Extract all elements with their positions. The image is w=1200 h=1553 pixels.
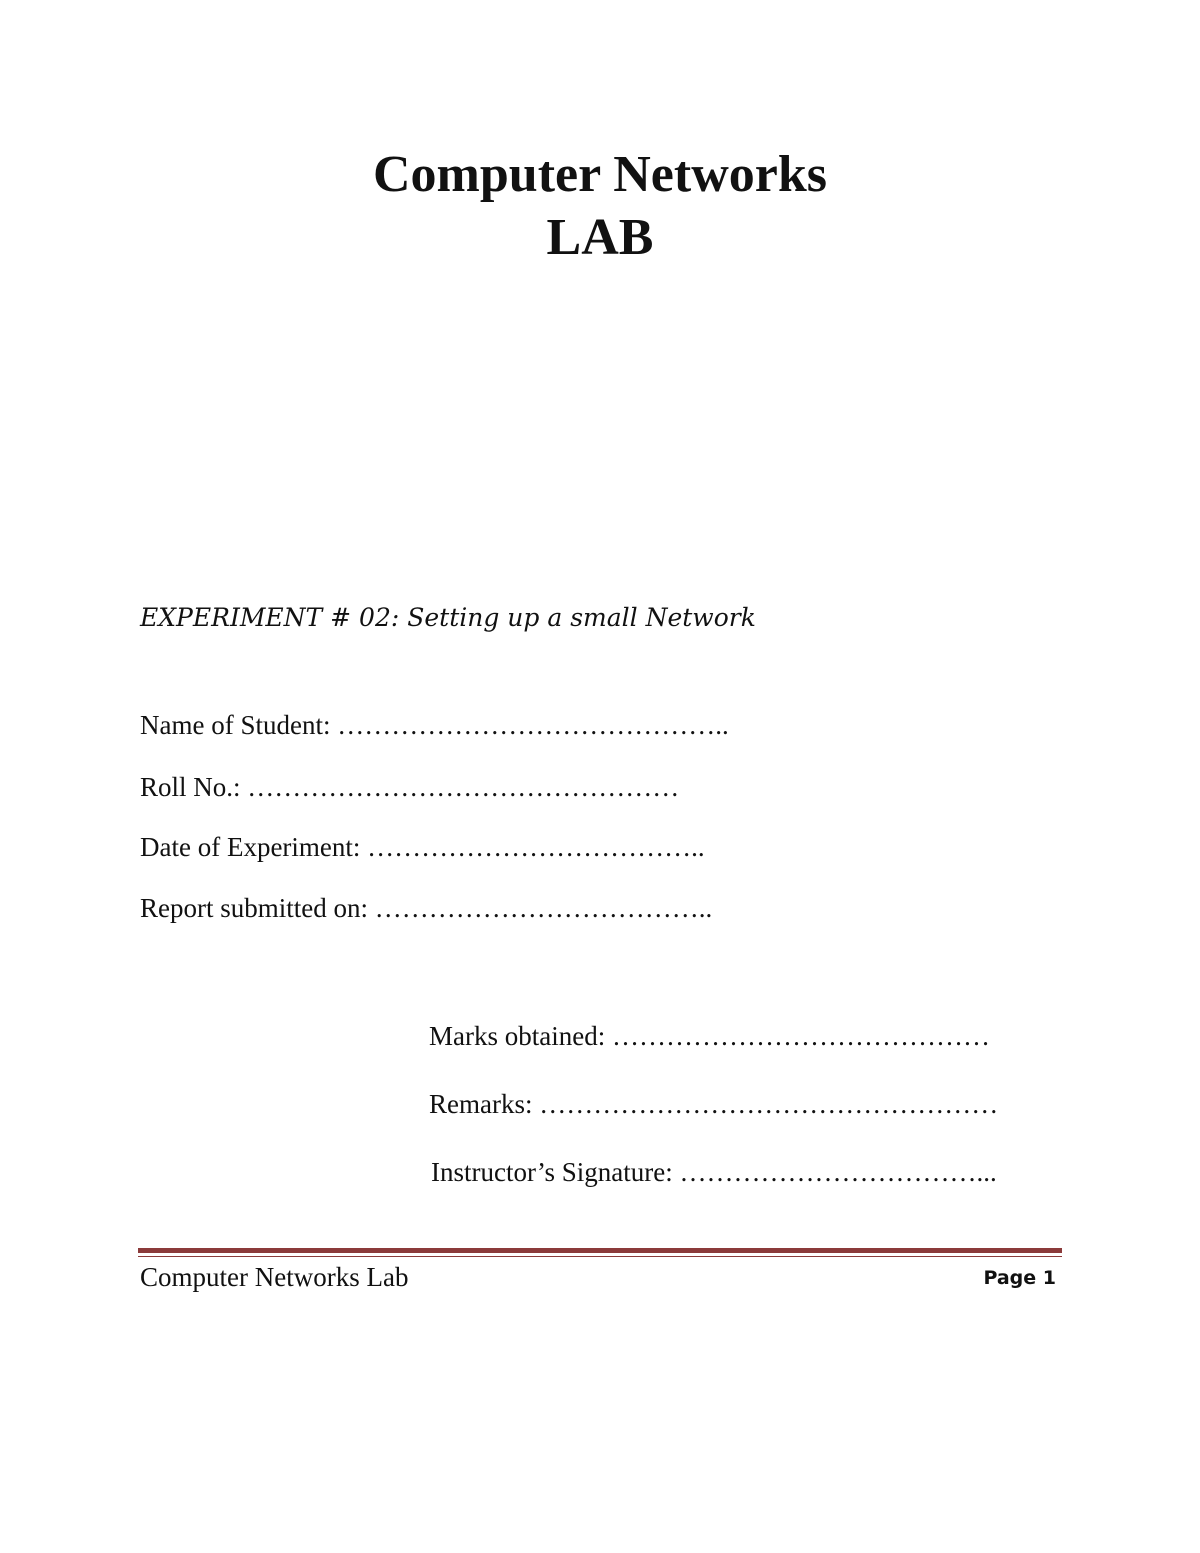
field-label: Marks obtained: [429, 1021, 612, 1051]
footer-course-name: Computer Networks Lab [140, 1262, 409, 1292]
marks-obtained-field [429, 1018, 990, 1054]
field-label: Name of Student: [140, 710, 338, 740]
roll-number-field [140, 769, 679, 805]
fill-in-dots: ……………………………... [679, 1157, 997, 1187]
fill-in-dots: ………………………………………… [247, 772, 680, 802]
fill-in-dots: …………………………………….. [337, 710, 729, 740]
fill-in-dots: …………………………………… [611, 1021, 990, 1051]
student-name-field [140, 707, 729, 743]
experiment-heading: EXPERIMENT # 02: Setting up a small Network [140, 603, 756, 632]
report-submitted-field [140, 890, 712, 926]
document-title-line-2: LAB [546, 209, 654, 266]
experiment-date-field [140, 829, 705, 865]
instructor-signature-field [431, 1154, 997, 1190]
field-label: Remarks: [429, 1089, 540, 1119]
field-label: Report submitted on: [140, 893, 375, 923]
field-label: Date of Experiment: [140, 832, 368, 862]
document-title-line-1: Computer Networks [373, 146, 827, 203]
field-label: Roll No.: [140, 772, 248, 802]
fill-in-dots: …………………………………………… [539, 1089, 999, 1119]
field-label: Instructor’s Signature: [431, 1157, 680, 1187]
footer-divider-thin [138, 1256, 1062, 1257]
fill-in-dots: ……………………………….. [367, 832, 705, 862]
remarks-field [429, 1086, 998, 1122]
fill-in-dots: ……………………………….. [374, 893, 713, 923]
footer-page-number: Page 1 [983, 1267, 1056, 1289]
footer-divider-thick [138, 1248, 1062, 1253]
